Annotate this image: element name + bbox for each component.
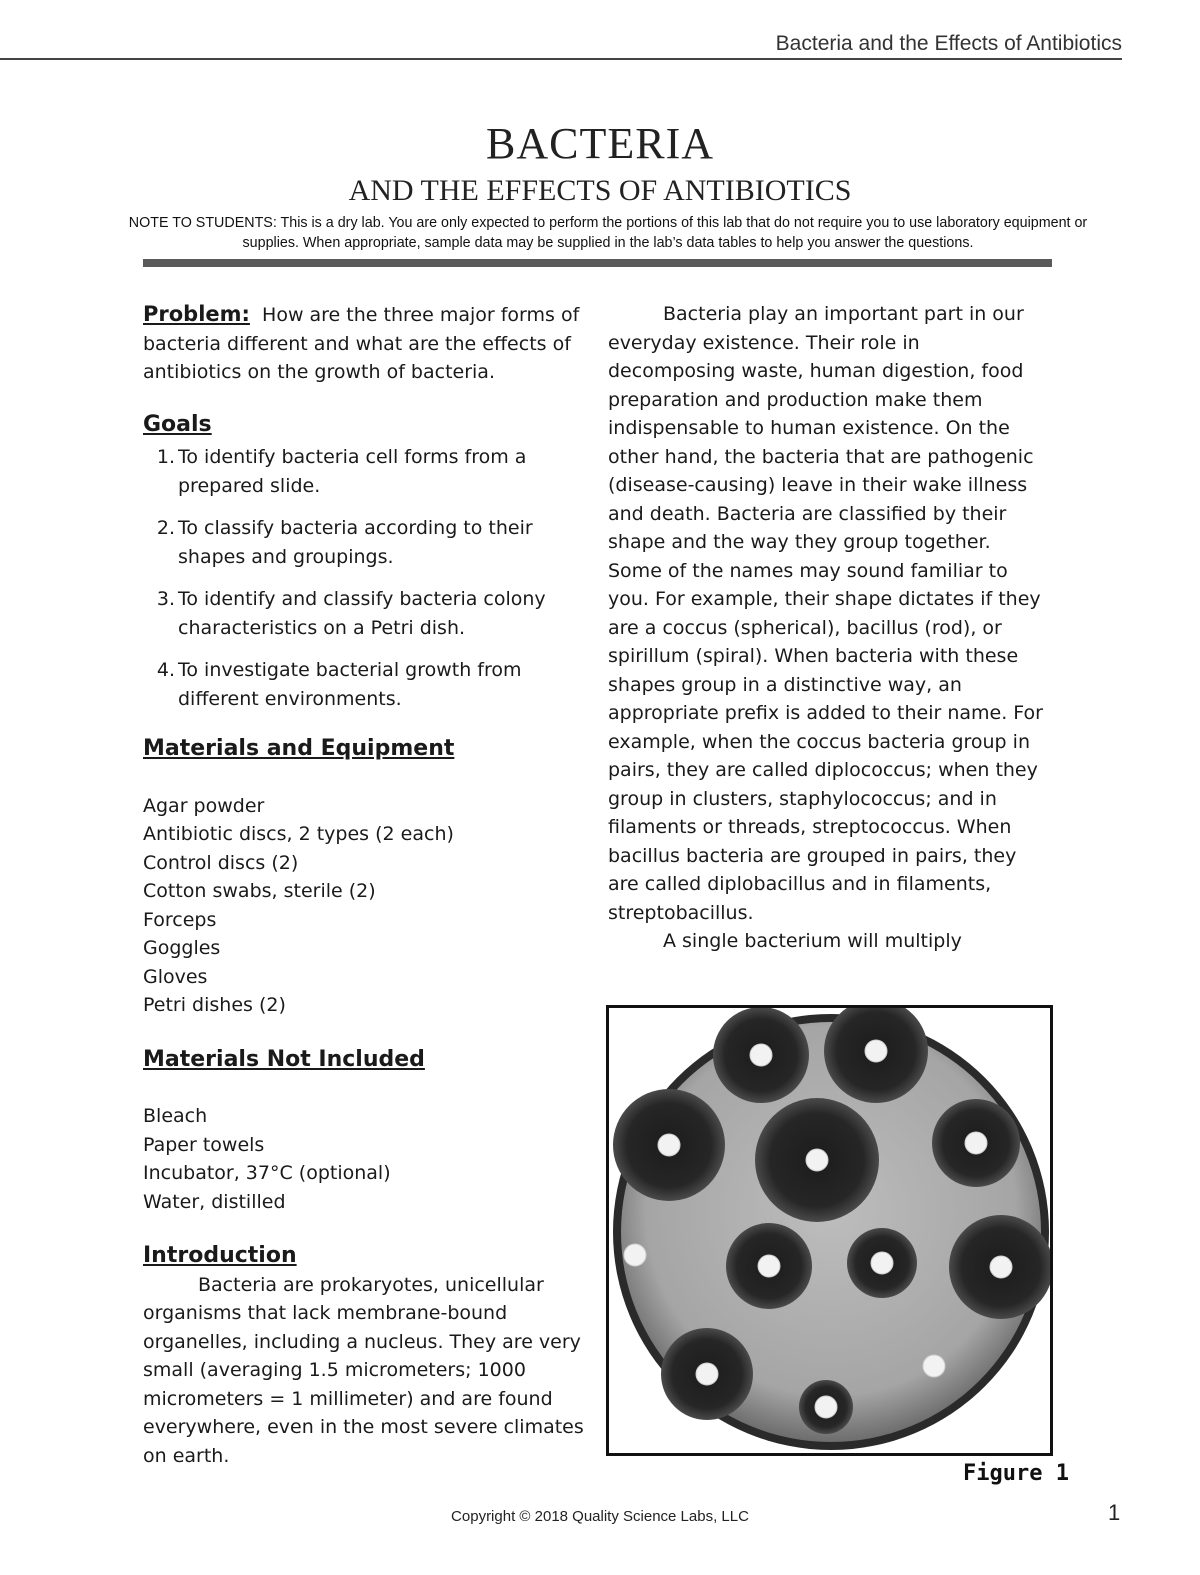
right-paragraph-2: A single bacterium will multiply [663,930,962,952]
right-paragraph-1: Bacteria play an important part in our everyday existence. Their role in decomposing waste, human digestion, food preparation and production make them indispensable to human existence. On the other hand, the bacteria that are pathogenic (disease-causing) leave in their wake illness and death. Bacteria are classified by their shape and the way they group together. Some of the names may sound familiar to you. For example, their shape dictates if they are a coccus (spherical), bacillus (rod), or spirillum (spiral). When bacteria with these shapes group in a distinctive way, an appropriate prefix is added to their name. For example, when the coccus bacteria group in pairs, they are called diplococcus; when they group in clusters, staphylococcus; and in filaments or threads, streptococcus. When bacillus bacteria are grouped in pairs, they are called diplobacillus and in filaments, streptobacillus. [608,303,1043,924]
list-item: Petri dishes (2) [143,994,286,1016]
materials-list [143,792,588,1020]
list-item: Goggles [143,937,221,959]
goals-heading: Goals [143,411,212,437]
running-header [0,28,1122,58]
list-item: Antibiotic discs, 2 types (2 each) [143,823,454,845]
list-item: Cotton swabs, sterile (2) [143,880,376,902]
not-included-heading: Materials Not Included [143,1046,425,1072]
page-subtitle: AND THE EFFECTS OF ANTIBIOTICS [348,174,852,207]
petri-dish-figure [606,1005,1053,1456]
goal-text: To investigate bacterial growth from different environments. [178,659,522,710]
list-item: Incubator, 37°C (optional) [143,1162,391,1184]
goal-number: 3. [156,588,175,610]
introduction-heading: Introduction [143,1243,297,1268]
goal-item [143,656,588,713]
left-column [143,300,588,1470]
goal-item [143,585,588,642]
goal-item [143,443,588,500]
title-divider [143,259,1052,267]
introduction-text: Bacteria are prokaryotes, unicellular organisms that lack membrane-bound organelles, including a nucleus. They are very small (averaging 1.5 micrometers; 1000 micrometers = 1 millimeter) and are found everywhere, even in the most severe climates on earth. [143,1273,584,1467]
goal-text: To identify bacteria cell forms from a prepared slide. [178,446,527,497]
note-to-students: NOTE TO STUDENTS: This is a dry lab. You are only expected to perform the portions of this lab that do not require you to use laboratory equipment or supplies. When appropriate, sample data may be supplied in the lab’s data tables to help you answer the questions. [128,215,1088,251]
list-item: Paper towels [143,1133,265,1156]
goals-list [143,443,588,713]
page-number: 1 [1108,1500,1121,1525]
goal-number: 4. [156,659,175,681]
figure-label: Figure 1 [963,1461,1069,1486]
goal-text: To identify and classify bacteria colony characteristics on a Petri dish. [178,588,546,639]
page-title: BACTERIA [486,119,714,168]
list-item: Gloves [143,965,208,988]
materials-heading: Materials and Equipment [143,736,455,761]
problem-text: How are the three major forms of bacteria different and what are the effects of antibiotics on the growth of bacteria. [143,304,580,383]
footer-copyright: Copyright © 2018 Quality Science Labs, LLC [451,1508,749,1525]
header-rule [0,58,1122,60]
not-included-list [143,1102,588,1216]
goal-text: To classify bacteria according to their shapes and groupings. [178,517,533,568]
list-item: Control discs (2) [143,851,299,874]
goal-number: 1. [156,446,175,468]
list-item: Forceps [143,908,217,931]
goal-number: 2. [156,517,175,539]
problem-paragraph [143,300,588,387]
petri-dish-image [609,1008,1050,1453]
running-header-text: Bacteria and the Effects of Antibiotics [775,32,1122,55]
list-item: Agar powder [143,794,265,817]
problem-label: Problem: [143,302,250,326]
right-column [608,300,1048,956]
list-item: Bleach [143,1105,208,1127]
list-item: Water, distilled [143,1190,286,1213]
goal-item [143,514,588,571]
